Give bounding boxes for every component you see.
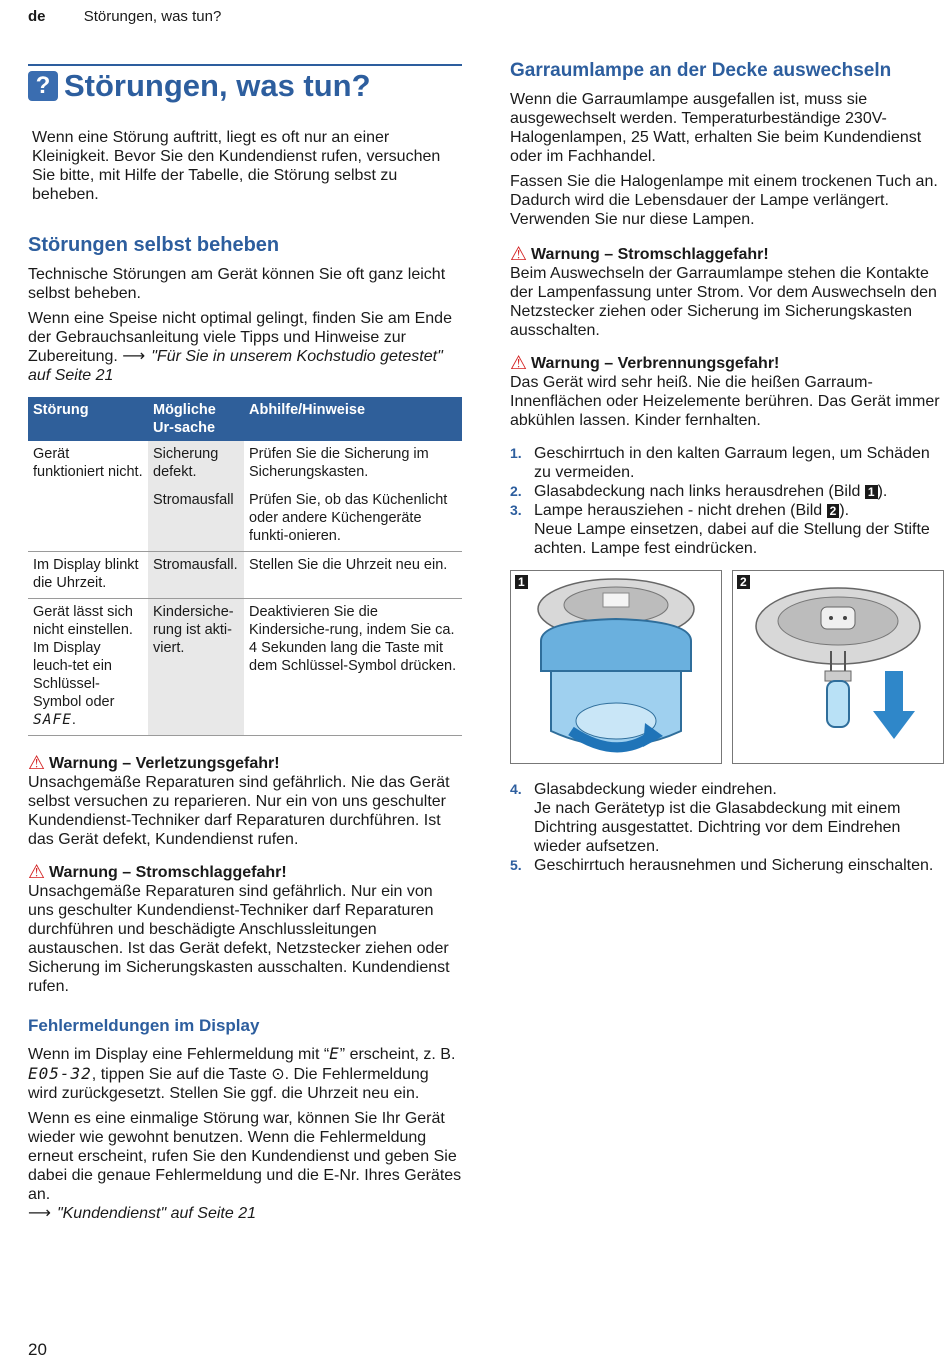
fault-cell: Gerät lässt sich nicht einstellen. Im Display leuch-tet ein Schlüssel-Symbol oder SAFE. [28,599,148,736]
warning-text: Unsachgemäße Reparaturen sind gefährlich. Nur ein von uns geschulter Kundendienst-Techniker darf Reparaturen durchführen und beschädigte Anschlussleitungen austauschen. Ist das Gerät defekt, Netzstecker ziehen oder Sicherung im Sicherungskasten ausschalten. Kundendienst rufen. [28,883,450,995]
column-header-fault: Störung [28,397,148,441]
self-fix-p2-text: Wenn eine Speise nicht optimal gelingt, finden Sie am Ende der Gebrauchsanleitung viele Tipps und Hinweise zur Zubereitung. [28,310,452,365]
figure-number: 2 [737,575,750,589]
list-item [510,501,942,558]
warning-title-text: Warnung – Stromschlaggefahr! [531,246,769,263]
table-row [28,552,462,599]
remedy-cell: Prüfen Sie, ob das Küchenlicht oder andere Küchengeräte funkti-onieren. [249,492,448,544]
text-fragment: Wenn im Display eine Fehlermeldung mit “ [28,1046,330,1063]
list-item [510,444,942,482]
error-messages-p2: Wenn es eine einmalige Störung war, können Sie Ihr Gerät wieder wie gewohnt benutzen. Wenn die Fehlermeldung erneut erscheint, rufen Sie den Kundendienst und geben Sie dabei die genaue Fehlermeldung und die E-Nr. Ihres Gerätes an. [28,1110,462,1203]
arrow-icon: ⟶ [122,348,146,365]
figure-2 [732,570,944,764]
warning-title [510,245,942,264]
warning-text: Beim Auswechseln der Garraumlampe stehen die Kontakte der Lampenfassung unter Strom. Vor dem Auswechseln den Netzstecker ziehen oder Sicherung im Sicherungskasten ausschalten. [510,265,937,339]
step-text [534,482,887,501]
warning-title [510,354,942,373]
remedy-cell: Stellen Sie die Uhrzeit neu ein. [244,552,462,599]
lamp-heading: Garraumlampe an der Decke auswechseln [510,60,892,81]
page-header [28,8,221,25]
list-item [510,856,942,875]
fault-cell [28,487,148,552]
header-section-title: Störungen, was tun? [83,8,222,25]
chapter-title: Störungen, was tun? [64,68,371,103]
step-number: 4. [510,781,522,797]
lamp-p2: Fassen Sie die Halogenlampe mit einem trockenen Tuch an. Dadurch wird die Lebensdauer der Lampe verlängert. Verwenden Sie nur diese Lampen. [510,173,938,228]
steps-list-b [510,780,942,875]
step-text: Geschirrtuch herausnehmen und Sicherung einschalten. [534,857,934,874]
column-header-cause: Mögliche Ur-sache [148,397,244,441]
safe-display-symbol: SAFE [33,712,72,728]
warning-title [28,754,462,773]
warning-title-text: Warnung – Stromschlaggefahr! [49,864,287,881]
step-number: 3. [510,502,522,518]
remedy-cell: Prüfen Sie die Sicherung im Sicherungskasten. [249,446,429,480]
cross-reference-link[interactable]: "Kundendienst" auf Seite 21 [56,1205,256,1222]
text-fragment: ” erscheint, z. B. [339,1046,456,1063]
page-number: 20 [28,1340,47,1359]
table-header-row [28,397,462,441]
warning-title-text: Warnung – Verletzungsgefahr! [49,755,280,772]
table-row [28,441,462,487]
warning-text: Das Gerät wird sehr heiß. Nie die heißen Garraum-Innenflächen oder Heizelemente berühren. Das Gerät immer abkühlen lassen. Kinder fernhalten. [510,374,940,429]
self-fix-heading: Störungen selbst beheben [28,234,280,256]
step-extra-text: Neue Lampe einsetzen, dabei auf die Stellung der Stifte achten. Lampe fest eindrücken. [534,521,930,557]
step-text-main: Lampe herausziehen - nicht drehen (Bild [534,502,823,519]
intro-text: Wenn eine Störung auftritt, liegt es oft nur an einer Kleinigkeit. Bevor Sie den Kundendienst rufen, versuchen Sie bitte, mit Hilfe der Tabelle, die Störung selbst zu beheben. [32,129,441,203]
cause-cell: Kindersiche-rung ist akti-viert. [148,599,244,736]
error-messages-heading: Fehlermeldungen im Display [28,1016,260,1035]
chapter-title-row [28,64,462,104]
language-code: de [28,8,46,25]
figure-ref-badge: 2 [827,504,840,518]
text-fragment: , tippen Sie auf die Taste [91,1066,267,1083]
warning-shock [28,863,462,996]
remedy-cell: Deaktivieren Sie die Kindersiche-rung, indem Sie ca. 4 Sekunden lang die Taste mit dem Schlüssel-Symbol drücken. [244,599,462,736]
cause-cell: Stromausfall [148,487,244,552]
fault-text: Gerät lässt sich nicht einstellen. Im Display leuch-tet ein Schlüssel-Symbol oder [33,604,133,710]
list-item [510,780,942,856]
step-number: 5. [510,857,522,873]
halogen-lamp-illustration [733,571,943,763]
step-text-main: Glasabdeckung nach links herausdrehen (Bild [534,483,861,500]
warning-injury [28,754,462,849]
error-symbol: E [329,1044,340,1063]
error-messages-p1 [28,1044,462,1103]
warning-triangle-icon: ⚠ [28,862,46,883]
warning-text: Unsachgemäße Reparaturen sind gefährlich. Nie das Gerät selbst versuchen zu reparieren. Nur ein von uns geschulter Kundendienst-Techniker darf Reparaturen durchführen. Ist das Gerät defekt, Kundendienst rufen. [28,774,450,848]
troubleshooting-table [28,397,462,736]
figure-1 [510,570,722,764]
step-text: Geschirrtuch in den kalten Garraum legen, um Schäden zu vermeiden. [534,445,930,481]
figures-row [510,570,942,764]
arrow-icon: ⟶ [28,1205,51,1222]
right-column [510,60,942,875]
cross-reference-link[interactable]: "Für Sie in unserem Kochstudio getestet" auf Seite 21 [28,348,443,384]
lamp-p1: Wenn die Garraumlampe ausgefallen ist, muss sie ausgewechselt werden. Temperaturbeständige 230V-Halogenlampen, 25 Watt, erhalten Sie beim Kundendienst oder im Fachhandel. [510,91,922,165]
step-text-tail: ). [839,502,850,519]
warning-title [28,863,462,882]
step-number: 1. [510,445,522,461]
figure-ref-badge: 1 [865,485,878,499]
warning-triangle-icon: ⚠ [28,753,46,774]
table-row [28,599,462,736]
error-code: E05-32 [28,1064,92,1083]
table-row [28,487,462,552]
step-number: 2. [510,483,522,499]
fault-cell: Im Display blinkt die Uhrzeit. [28,552,148,599]
self-fix-p1: Technische Störungen am Gerät können Sie oft ganz leicht selbst beheben. [28,266,446,302]
error-messages-xref [28,1204,462,1223]
step-extra-text: Je nach Gerätetyp ist die Glasabdeckung mit einem Dichtring ausgestattet. Dichtring vor dem Eindrehen wieder aufsetzen. [534,800,901,855]
step-text-main: Glasabdeckung wieder eindrehen. [534,781,777,798]
warning-burn [510,354,942,430]
warning-triangle-icon: ⚠ [510,353,528,374]
clock-icon: ⊙ [271,1066,285,1083]
left-column [28,64,462,1229]
cause-cell: Sicherung defekt. [148,441,244,487]
list-item [510,482,942,501]
step-text [534,780,942,856]
warning-triangle-icon: ⚠ [510,244,528,265]
steps-list-a [510,444,942,558]
warning-shock-lamp [510,245,942,340]
column-header-remedy: Abhilfe/Hinweise [244,397,462,441]
question-icon: ? [28,71,58,101]
warning-title-text: Warnung – Verbrennungsgefahr! [531,355,780,372]
figure-number: 1 [515,575,528,589]
cause-cell: Stromausfall. [148,552,244,599]
step-text [534,501,942,558]
self-fix-p2 [28,309,462,385]
fault-cell: Gerät funktioniert nicht. [33,446,143,480]
text-fragment: . Die Fehlermeldung wird zurückgesetzt. Stellen Sie ggf. die Uhrzeit neu ein. [28,1066,429,1102]
glass-cover-illustration [511,571,721,763]
step-text-tail: ). [877,483,888,500]
